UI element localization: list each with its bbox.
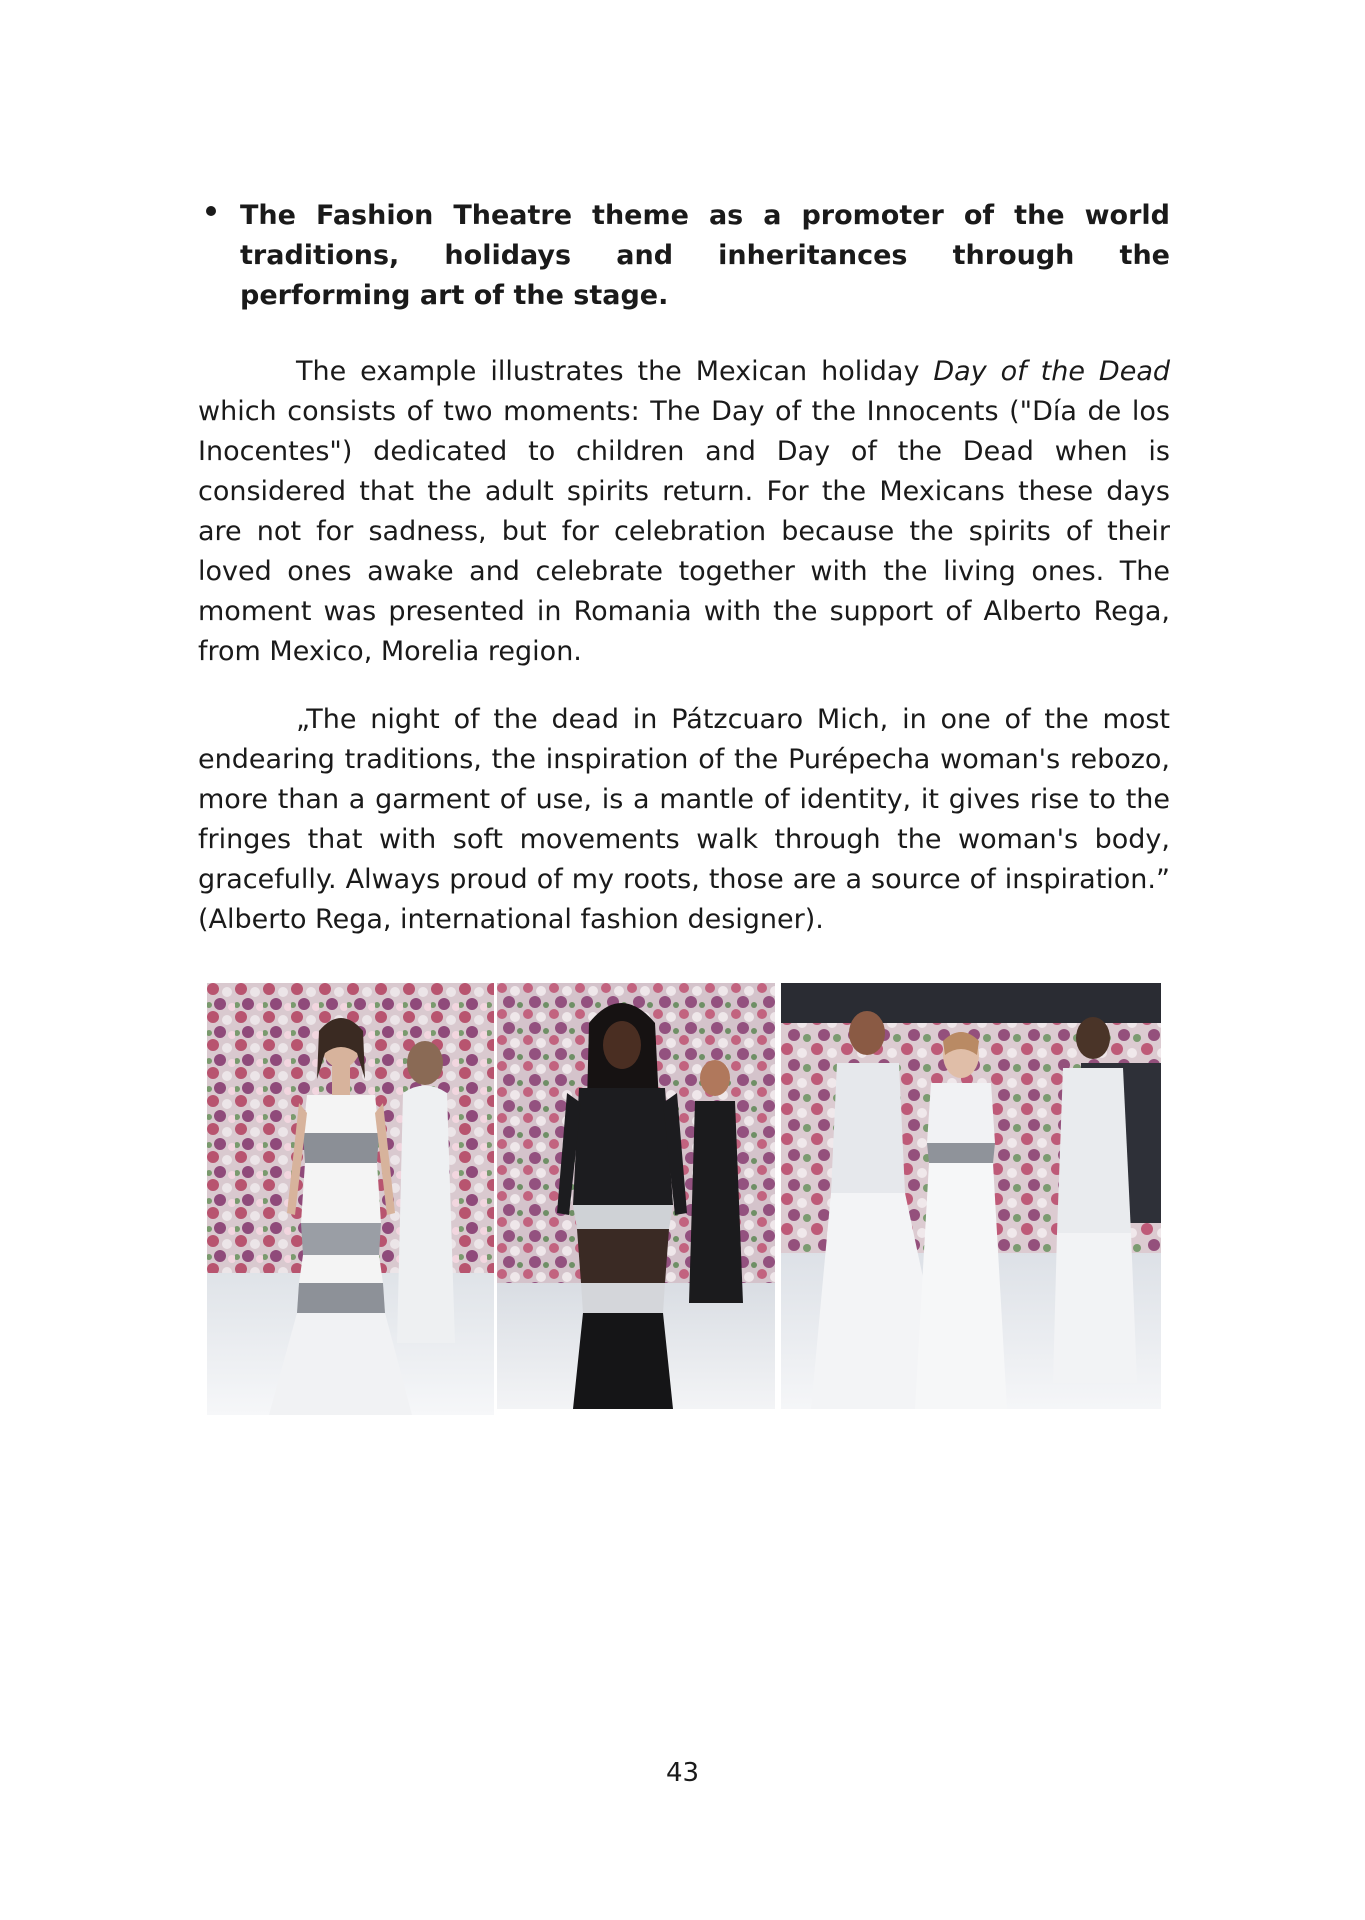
runway-photo-3 [781,983,1161,1409]
runway-photo-icon [497,983,775,1409]
paragraph-day-of-the-dead [198,352,1170,672]
bullet-point-icon [206,206,216,216]
runway-photo-icon [207,983,494,1415]
heading-text: The Fashion Theatre theme as a promoter of the world traditions, holidays and inheritances through the performing art of the stage. [240,200,1170,311]
runway-photo-icon [781,983,1161,1409]
bullet-heading [240,196,1170,316]
runway-photo-1 [207,983,494,1415]
paragraph1-italic-title: Day of the Dead [933,356,1170,387]
page-number: 43 [665,1758,700,1788]
runway-photo-2 [497,983,775,1409]
paragraph-quote [198,700,1170,940]
paragraph1-lead: The example illustrates the Mexican holiday [296,356,934,387]
paragraph2-body: „The night of the dead in Pátzcuaro Mich, in one of the most endearing traditions, the inspiration of the Purépecha woman's rebozo, more than a garment of use, is a mantle of identity, it gives rise to the fringes that with soft movements walk through the woman's body, gracefully. Always proud of my roots, those are a source of inspiration.” (Alberto Rega, international fashion designer). [198,704,1170,935]
runway-photo-strip [207,983,1162,1415]
paragraph1-body: which consists of two moments: The Day of the Innocents ("Día de los Inocentes") dedicated to children and Day of the Dead when is considered that the adult spirits return. For the Mexicans these days are not for sadness, but for celebration because the spirits of their loved ones awake and celebrate together with the living ones. The moment was presented in Romania with the support of Alberto Rega, from Mexico, Morelia region. [198,396,1170,667]
